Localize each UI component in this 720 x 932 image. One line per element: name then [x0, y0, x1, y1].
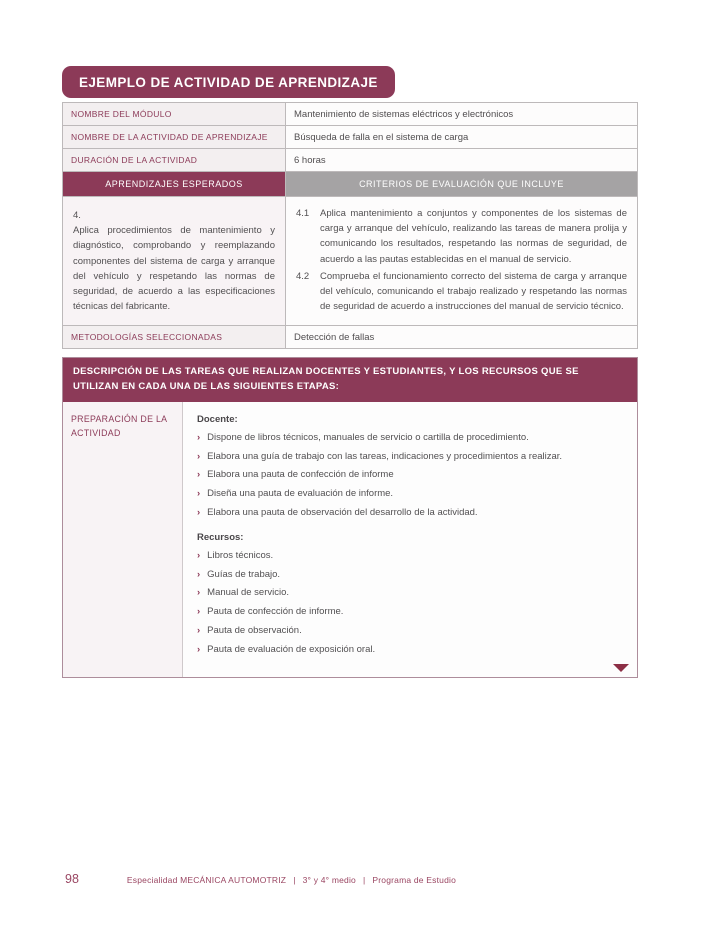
- page-title: EJEMPLO DE ACTIVIDAD DE APRENDIZAJE: [62, 66, 395, 98]
- list-item-text: Elabora una guía de trabajo con las tareas, indicaciones y procedimientos a realizar.: [207, 450, 563, 462]
- list-item-text: Elabora una pauta de confección de informe: [207, 469, 394, 481]
- list-item: [197, 486, 623, 501]
- preparation-stage-row: [63, 402, 637, 677]
- list-item-text: Guías de trabajo.: [207, 568, 281, 580]
- bullet-icon: ›: [197, 431, 201, 443]
- methodology-value: Detección de fallas: [286, 326, 638, 349]
- bullet-icon: ›: [197, 624, 201, 636]
- bullet-icon: ›: [197, 450, 201, 462]
- recursos-heading: Recursos:: [197, 531, 244, 543]
- bullet-icon: ›: [197, 506, 201, 518]
- table-row: [63, 103, 638, 126]
- list-item-text: Diseña una pauta de evaluación de informe.: [207, 488, 394, 499]
- list-item: [197, 623, 623, 638]
- criterion-text: Aplica mantenimiento a conjuntos y componentes de los sistemas de carga y arranque del vehículo, realizando las tareas de manera prolija y comunicando los resultados, respetando las normas de seguridad, de acuerdo a las pautas establecidas en el manual de servicio.: [320, 208, 627, 265]
- objective-number: 4.: [73, 210, 81, 221]
- criterion-number: 4.1: [296, 208, 310, 219]
- list-item: [197, 548, 623, 563]
- objective-text: Aplica procedimientos de mantenimiento y diagnóstico, comprobando y reemplazando componentes del sistema de carga y arranque del vehículo y respetando las normas de seguridad, de acuerdo a las especificaciones técnicas del fabricante.: [73, 225, 275, 313]
- bullet-icon: ›: [197, 643, 201, 655]
- list-item-text: Pauta de confección de informe.: [207, 606, 344, 618]
- evaluation-criteria-cell: [286, 197, 638, 326]
- bullet-icon: ›: [197, 606, 201, 618]
- bullet-icon: ›: [197, 568, 201, 580]
- footer-separator: |: [362, 875, 366, 885]
- list-item: [197, 585, 623, 600]
- list-item-text: Manual de servicio.: [207, 587, 290, 599]
- list-item: [197, 604, 623, 619]
- activity-name-value: Búsqueda de falla en el sistema de carga: [286, 126, 638, 149]
- docente-list: [197, 430, 623, 520]
- list-item-text: Dispone de libros técnicos, manuales de servicio o cartilla de procedimiento.: [207, 431, 529, 443]
- module-name-value: Mantenimiento de sistemas eléctricos y electrónicos: [286, 103, 638, 126]
- footer-specialty: Especialidad MECÁNICA AUTOMOTRIZ: [126, 875, 287, 885]
- table-row: [63, 126, 638, 149]
- list-item: [197, 567, 623, 582]
- criterion-item: [296, 269, 627, 315]
- list-item-text: Libros técnicos.: [207, 550, 274, 562]
- duration-value: 6 horas: [286, 149, 638, 172]
- list-item-text: Elabora una pauta de observación del desarrollo de la actividad.: [207, 506, 478, 518]
- docente-heading: Docente:: [197, 413, 238, 425]
- list-item: [197, 449, 623, 464]
- bullet-icon: ›: [197, 469, 201, 481]
- table-body-row: [63, 197, 638, 326]
- tasks-description-section: [62, 357, 638, 677]
- list-item-text: Pauta de observación.: [207, 624, 302, 636]
- methodology-label: METODOLOGÍAS SELECCIONADAS: [63, 326, 286, 349]
- bullet-icon: ›: [197, 550, 201, 562]
- page-footer: [65, 872, 456, 886]
- footer-separator: |: [293, 875, 296, 885]
- expected-learnings-header: APRENDIZAJES ESPERADOS: [63, 172, 286, 197]
- page-number: 98: [65, 872, 79, 886]
- activity-info-table: [62, 102, 638, 349]
- duration-label: DURACIÓN DE LA ACTIVIDAD: [63, 149, 286, 172]
- tasks-description-banner: DESCRIPCIÓN DE LAS TAREAS QUE REALIZAN DOCENTES Y ESTUDIANTES, Y LOS RECURSOS QUE SE UTILIZAN EN CADA UNA DE LAS SIGUIENTES ETAPAS:: [63, 358, 637, 401]
- list-item-text: Pauta de evaluación de exposición oral.: [207, 643, 376, 655]
- criterion-item: [296, 206, 627, 267]
- list-item: [197, 430, 623, 445]
- evaluation-criteria-header: CRITERIOS DE EVALUACIÓN QUE INCLUYE: [286, 172, 638, 197]
- stage-label: PREPARACIÓN DE LA ACTIVIDAD: [63, 402, 183, 677]
- recursos-list: [197, 548, 623, 657]
- table-header-row: [63, 172, 638, 197]
- activity-name-label: NOMBRE DE LA ACTIVIDAD DE APRENDIZAJE: [63, 126, 286, 149]
- table-row: [63, 326, 638, 349]
- footer-grade: 3° y 4° medio: [302, 875, 356, 885]
- list-item: [197, 642, 623, 657]
- document-content: [62, 66, 638, 678]
- criterion-text: Comprueba el funcionamiento correcto del sistema de carga y arranque del vehículo, comunicando el trabajo realizado y respetando las normas de seguridad de acuerdo a instrucciones del manual de servicio técnico.: [320, 270, 627, 313]
- list-item: [197, 467, 623, 482]
- expected-learning-cell: [63, 197, 286, 326]
- criterion-number: 4.2: [296, 270, 310, 282]
- list-item: [197, 505, 623, 520]
- bullet-icon: ›: [197, 488, 201, 499]
- footer-program: Programa de Estudio: [372, 875, 457, 885]
- continuation-arrow-icon: [613, 664, 629, 672]
- bullet-icon: ›: [197, 587, 201, 599]
- stage-content: [183, 402, 637, 677]
- table-row: [63, 149, 638, 172]
- module-name-label: NOMBRE DEL MÓDULO: [63, 103, 286, 126]
